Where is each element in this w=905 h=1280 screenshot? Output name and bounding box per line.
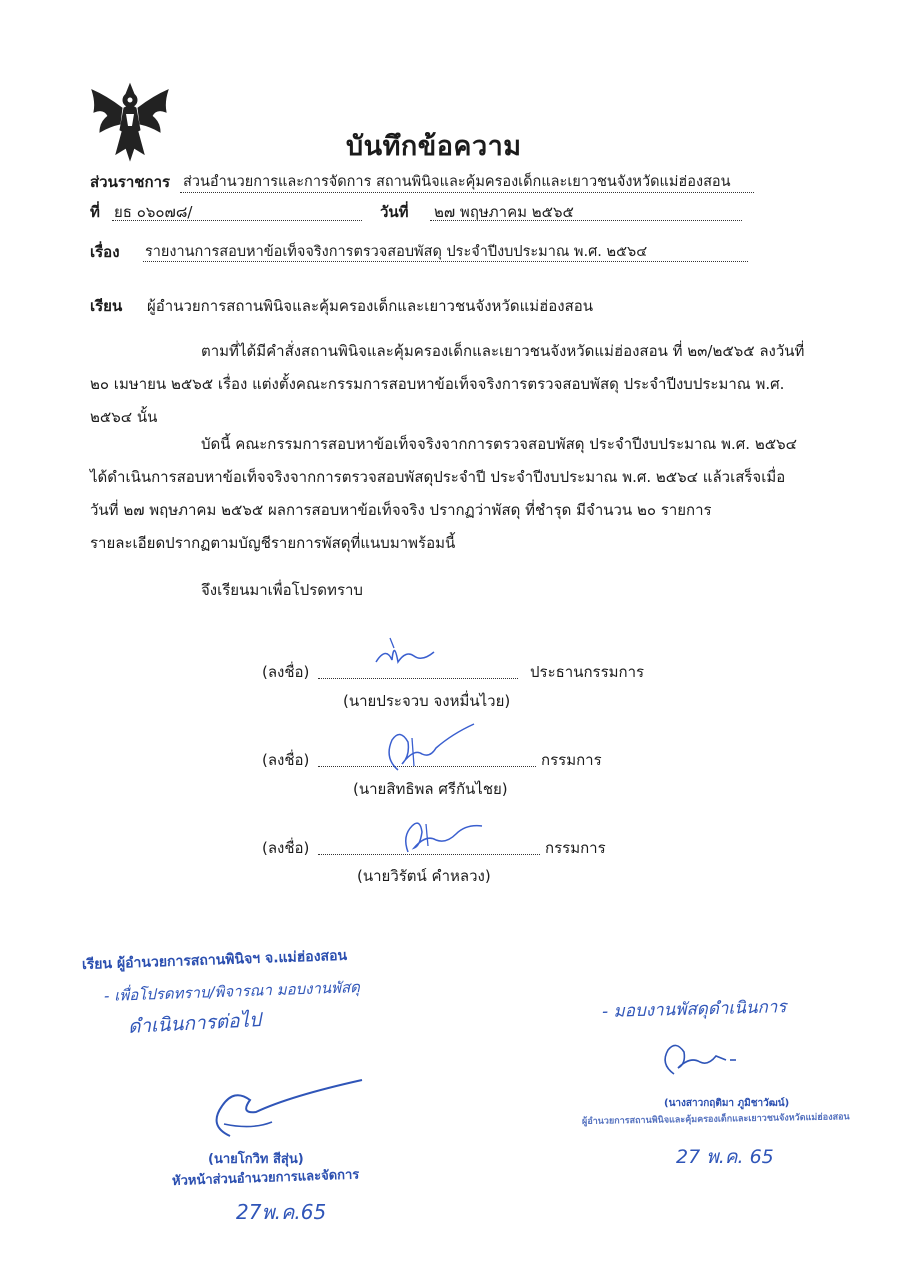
signature-role: กรรมการ [541, 751, 602, 769]
paragraph-line: รายละเอียดปรากฏตามบัญชีรายการพัสดุที่แนบมาพร้อมนี้ [90, 534, 456, 552]
annotation-right-date: 27 พ.ค. 65 [676, 1146, 774, 1168]
page-title: บันทึกข้อความ [346, 131, 522, 162]
signature-role: กรรมการ [545, 839, 606, 857]
handwritten-signature-left [200, 1072, 370, 1142]
body-paragraph-2 [90, 428, 820, 560]
ref-label: ที่ [90, 203, 100, 221]
annotation-right-position: ผู้อำนวยการสถานพินิจและคุ้มครองเด็กและเยาวชนจังหวัดแม่ฮ่องสอน [581, 1112, 850, 1127]
signature-prefix: (ลงชื่อ) [262, 839, 310, 857]
division-dotline [180, 192, 754, 193]
signature-name: (นายสิทธิพล ศรีกันไชย) [353, 780, 508, 798]
garuda-emblem-icon [86, 78, 174, 166]
ref-value: ยธ ๐๖๐๗๘/ [114, 203, 193, 221]
closing-line: จึงเรียนมาเพื่อโปรดทราบ [201, 581, 363, 599]
annotation-left-name: (นายโกวิท สีสุ่น) [208, 1152, 304, 1167]
annotation-left-date: 27พ.ค.65 [236, 1200, 327, 1224]
date-label: วันที่ [380, 203, 409, 221]
to-label: เรียน [90, 297, 123, 315]
handwritten-signature-1 [372, 632, 442, 672]
paragraph-line: ๒๕๖๔ นั้น [90, 408, 158, 426]
body-paragraph-1 [90, 335, 820, 434]
signature-prefix: (ลงชื่อ) [262, 663, 310, 681]
annotation-left-line3: ดำเนินการต่อไป [127, 1009, 262, 1038]
annotation-left-line1: เรียน ผู้อำนวยการสถานพินิจฯ จ.แม่ฮ่องสอน [81, 947, 348, 973]
signature-prefix: (ลงชื่อ) [262, 751, 310, 769]
signature-name: (นายประจวบ จงหมื่นไวย) [343, 692, 511, 710]
subject-label: เรื่อง [90, 243, 120, 261]
signature-role: ประธานกรรมการ [530, 663, 645, 681]
annotation-left-line2: - เพื่อโปรดทราบ/พิจารณา มอบงานพัสดุ [103, 978, 361, 1005]
annotation-right-line1: - มอบงานพัสดุดำเนินการ [601, 997, 787, 1022]
subject-value: รายงานการสอบหาข้อเท็จจริงการตรวจสอบพัสดุ ประจำปีงบประมาณ พ.ศ. ๒๕๖๔ [145, 244, 648, 260]
annotation-left-position: หัวหน้าส่วนอำนวยการและจัดการ [171, 1167, 360, 1189]
paragraph-line: วันที่ ๒๗ พฤษภาคม ๒๕๖๕ ผลการสอบหาข้อเท็จจริง ปรากฏว่าพัสดุ ที่ชำรุด มีจำนวน ๒๐ รายการ [90, 501, 712, 519]
paragraph-line: บัดนี้ คณะกรรมการสอบหาข้อเท็จจริงจากการตรวจสอบพัสดุ ประจำปีงบประมาณ พ.ศ. ๒๕๖๔ [201, 435, 797, 453]
division-label: ส่วนราชการ [90, 173, 171, 191]
handwritten-signature-2 [378, 718, 478, 778]
to-value: ผู้อำนวยการสถานพินิจและคุ้มครองเด็กและเยาวชนจังหวัดแม่ฮ่องสอน [147, 297, 594, 315]
signature-dotline [318, 678, 518, 679]
paragraph-line: ได้ดำเนินการสอบหาข้อเท็จจริงจากการตรวจสอบพัสดุประจำปี ประจำปีงบประมาณ พ.ศ. ๒๕๖๔ แล้วเสร็จเมื่อ [90, 468, 786, 486]
date-dotline [430, 220, 742, 221]
paragraph-line: ๒๐ เมษายน ๒๕๖๕ เรื่อง แต่งตั้งคณะกรรมการสอบหาข้อเท็จจริงการตรวจสอบพัสดุ ประจำปีงบประมาณ พ.ศ. [90, 375, 785, 393]
annotation-right-name: (นางสาวกฤติมา ภูมิชาวัฒน์) [664, 1098, 790, 1109]
handwritten-signature-right [656, 1038, 746, 1078]
ref-dotline [112, 220, 362, 221]
paragraph-line: ตามที่ได้มีคำสั่งสถานพินิจและคุ้มครองเด็กและเยาวชนจังหวัดแม่ฮ่องสอน ที่ ๒๓/๒๕๖๕ ลงวันที่ [201, 342, 805, 360]
subject-dotline [143, 261, 748, 262]
date-value: ๒๗ พฤษภาคม ๒๕๖๕ [434, 203, 574, 221]
signature-name: (นายวิรัตน์ คำหลวง) [357, 867, 491, 885]
handwritten-signature-3 [396, 812, 486, 856]
division-value: ส่วนอำนวยการและการจัดการ สถานพินิจและคุ้มครองเด็กและเยาวชนจังหวัดแม่ฮ่องสอน [183, 174, 731, 190]
